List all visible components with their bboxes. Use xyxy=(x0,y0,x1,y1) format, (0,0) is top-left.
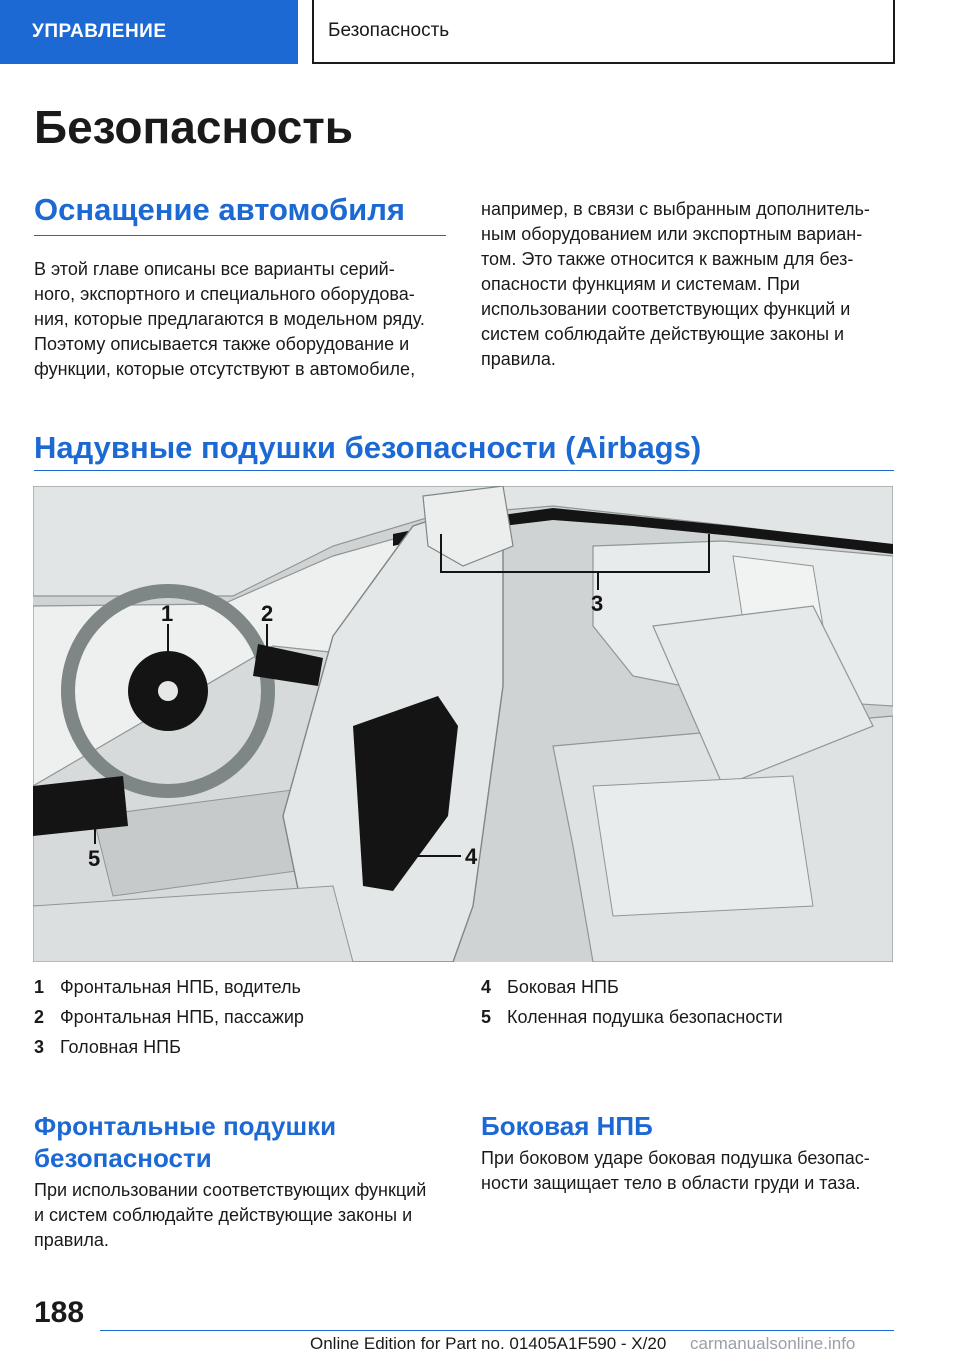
legend-item xyxy=(34,1002,304,1032)
callout-2: 2 xyxy=(261,601,274,626)
side-text xyxy=(481,1146,901,1196)
legend-item xyxy=(481,1002,783,1032)
legend-left xyxy=(34,972,304,1062)
text-line: например, в связи с выбранным дополнитель- xyxy=(481,199,870,219)
text-line: ния, которые предлагаются в модельном ряду. xyxy=(34,309,425,329)
text-line: функции, которые отсутствуют в автомобиле, xyxy=(34,359,416,379)
frontal-text xyxy=(34,1178,454,1253)
chapter-title: Безопасность xyxy=(328,20,450,41)
footer-rule xyxy=(100,1330,894,1331)
car-interior-drawing xyxy=(33,486,893,962)
chapter-title-box xyxy=(312,0,895,64)
legend-number: 5 xyxy=(481,1007,492,1027)
text-line: При боковом ударе боковая подушка безопас- xyxy=(481,1148,870,1168)
legend-right xyxy=(481,972,783,1032)
text-line: правила. xyxy=(34,1230,109,1250)
legend-text: Коленная подушка безопасности xyxy=(507,1007,783,1027)
callout-5: 5 xyxy=(88,846,101,871)
text-line: и систем соблюдайте действующие законы и xyxy=(34,1205,413,1225)
text-line: систем соблюдайте действующие законы и xyxy=(481,324,845,344)
legend-number: 4 xyxy=(481,977,492,997)
text-line: ным оборудованием или экспортным вариан- xyxy=(481,224,863,244)
equipment-heading-rule xyxy=(34,235,446,236)
equipment-heading: Оснащение автомобиля xyxy=(34,192,405,227)
callout-1: 1 xyxy=(161,601,174,626)
legend-text: Головная НПБ xyxy=(60,1037,181,1057)
text-line: Поэтому описывается также оборудование и xyxy=(34,334,410,354)
text-line: опасности функциям и системам. При xyxy=(481,274,800,294)
legend-text: Фронтальная НПБ, водитель xyxy=(60,977,301,997)
legend-text: Боковая НПБ xyxy=(507,977,619,997)
page-number: 188 xyxy=(34,1296,85,1329)
equipment-col2 xyxy=(481,197,901,372)
text-line: В этой главе описаны все варианты серий- xyxy=(34,259,395,279)
airbag-illustration xyxy=(33,486,893,962)
heading-line: Фронтальные подушки xyxy=(34,1111,337,1141)
legend-number: 1 xyxy=(34,977,45,997)
text-line: использовании соответствующих функций и xyxy=(481,299,851,319)
legend-number: 3 xyxy=(34,1037,45,1057)
airbags-heading: Надувные подушки безопасности (Airbags) xyxy=(34,430,702,465)
equipment-col1 xyxy=(34,257,454,382)
text-line: ности защищает тело в области груди и таза. xyxy=(481,1173,861,1193)
text-line: правила. xyxy=(481,349,556,369)
callout-4: 4 xyxy=(465,844,478,869)
legend-number: 2 xyxy=(34,1007,45,1027)
section-tab[interactable]: УПРАВЛЕНИЕ xyxy=(0,0,298,64)
legend-item xyxy=(34,1032,304,1062)
legend-item xyxy=(34,972,304,1002)
footer-edition: Online Edition for Part no. 01405A1F590 - X/20 xyxy=(310,1334,667,1353)
frontal-heading xyxy=(34,1110,336,1174)
text-line: ного, экспортного и специального оборудова- xyxy=(34,284,415,304)
callout-3: 3 xyxy=(591,591,604,616)
legend-text: Фронтальная НПБ, пассажир xyxy=(60,1007,304,1027)
airbags-heading-rule xyxy=(34,470,894,471)
page-title: Безопасность xyxy=(34,101,354,153)
legend-item xyxy=(481,972,783,1002)
text-line: том. Это также относится к важным для без- xyxy=(481,249,854,269)
footer-watermark: carmanualsonline.info xyxy=(690,1334,856,1353)
side-heading: Боковая НПБ xyxy=(481,1111,653,1141)
text-line: При использовании соответствующих функций xyxy=(34,1180,427,1200)
heading-line: безопасности xyxy=(34,1143,212,1173)
